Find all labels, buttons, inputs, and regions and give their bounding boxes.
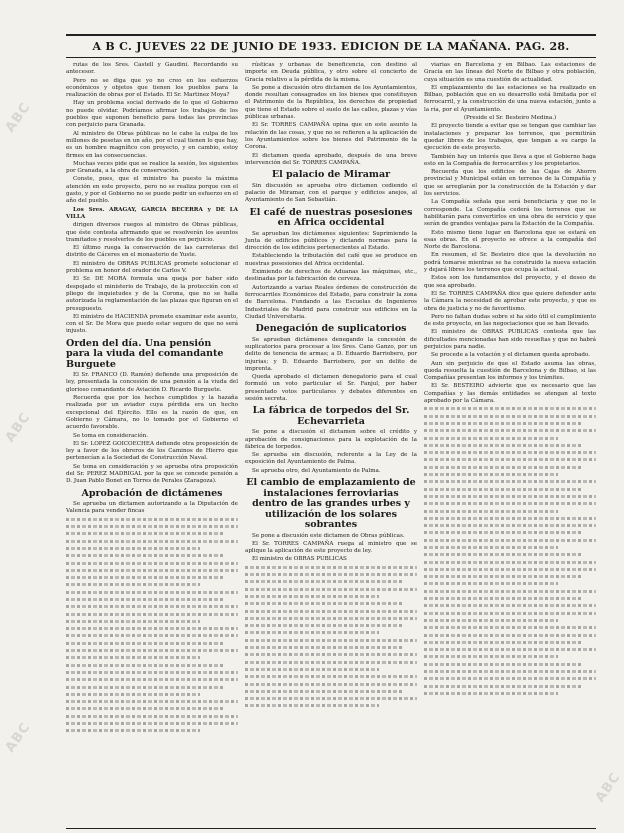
paragraph-lead: Los Sres. ARAGAY, GARCIA BECERRA y DE LA VILLA <box>66 206 238 220</box>
paragraph: Se pone a discusión otro dictamen de los Ayuntamientos, donde resultan consagrados en los bienes que constituyen el Patrimonio de la República, los derechos de propiedad que tiene el Estado sobre el suelo de las calles, plazas y vías públicas urbanas. <box>245 84 417 121</box>
section-title: Orden del día. Una pensión para la viuda del comandante Burguete <box>66 337 224 370</box>
paragraph: Sin discusión se aprueba otro dictamen cediendo el palacio de Miramar, con el parque y edificios anejos, al Ayuntamiento de San Sebastián. <box>245 182 417 204</box>
paragraph: Recuerda que por los hechos cumplidos y la hazaña realizada por un aviador cuya pérdida era un hecho excepcional del Ejército. Ello es la razón de que, en Gobierno y Cámara, no lo tomado por el Gobierno el acuerdo favorable. <box>66 395 238 431</box>
paragraph: Eximiendo de derechos de Aduanas las máquinas, etc., destinadas por la fabricación de cerveza. <box>245 269 417 283</box>
paragraph: Queda aprobado el dictamen denegatorio para el cual formuló un voto particular el Sr. Fanjul, por haber presentado votos particulares y debates diferentes en sesión secreta. <box>245 374 417 402</box>
paragraph: El Sr. LOPEZ GOICOECHEA defiende otra proposición de ley a favor de los obreros de los Caminos de Hierro que pertenecían a la Sociedad de Construcción Naval. <box>66 440 238 462</box>
illegible-text-lines <box>424 407 596 695</box>
paragraph: Se aprueban los dictámenes siguientes: Suprimiendo la Junta de edificios públicos y dictando normas para la dirección de los edificios pertenecientes al Estado. <box>245 230 417 252</box>
section-title: El palacio de Miramar <box>271 169 391 181</box>
section-title: El cambio de emplazamiento de instalaciones ferroviarias dentro de las grandes urbes y utilización de los solares sobrantes <box>246 477 416 531</box>
paragraph: Se aprueba un dictamen autorizando a la Diputación de Valencia para vender fincas <box>66 501 238 515</box>
paragraph: Al ministro de Obras públicas no le cabe la culpa de los millones de pesetas en un año, por el cual tienen lo que hay, es un hombre magnífico con proyecto, y en cambio, estoy firmes en las consecuencias. <box>66 130 238 159</box>
paragraph: rústicas y urbanas de beneficencia, con destino al importe en Deuda pública, y otro sobre el concierto de Gracia relativo a la pérdida de la misma. <box>245 62 417 83</box>
header-top-rule <box>66 34 596 36</box>
paragraph: Muchas veces pide que se realice la sesión, los siguientes por Granada, a la obra de conservación. <box>66 160 238 175</box>
paragraph: El ministro de HACIENDA promete examinar este asunto, con el Sr. De Mora que puedo estar seguro de que no será injusto. <box>66 313 238 335</box>
paragraph: El proyecto tiende a evitar que se tengan que cambiar las instalaciones y preparar los terrenos, que permitirán quedar libres de los trabajos, que tengan a su cargo la ejecución de este proyecto. <box>424 123 596 152</box>
section-title: La fábrica de torpedos del Sr. Echevarrieta <box>252 405 410 427</box>
paragraph: Se toma en consideración y se aprueba otra proposición del Sr. PEREZ MADRIGAL por la que se concede pensión a D. Juan Pablo Bonet en Torres de Perales (Zaragoza). <box>66 463 238 485</box>
paragraph: (Preside el Sr. Besteiro Medina.) <box>463 115 557 122</box>
paragraph: rutas de los Sres. Castell y Gaudini. Recordando su antecesor. <box>66 62 238 76</box>
paragraph: Se aprueban dictámenes denegando la concesión de suplicatorios para procesar a los Sres. Cano Ganzo, por un delito de tenencia de armas; a D. Eduardo Barriobero, por injurias; y D. Eduardo Barriobero, por un delito de imprenta. <box>245 336 417 372</box>
paragraph: En resumen, el Sr. Besteiro dice que la devolución no podrá tomarse mientras se ha construido la nueva estación y dejará libres los terrenos que ocupa la actual. <box>424 252 596 274</box>
section-title: Denegación de suplicatorios <box>255 323 407 335</box>
paragraph: viarias en Barcelona y en Bilbao. Las estaciones de Gracia en las líneas del Norte de Bilbao y otra población, cuya situación es una cuestión de actualidad. <box>424 62 596 83</box>
paragraph: El último ruega la conservación de las carreteras del distrito de Cáceres en el monasterio de Yuste. <box>66 245 238 259</box>
column-1 <box>66 62 238 830</box>
paragraph: El Sr. DE MORA formula una queja por haber sido despojado el ministerio de Trabajo, de la protección con el pliego de inquietudes y de la Corona, que no se halla autorizada la reglamentación de las plazas que figuran en el presupuesto. <box>66 276 238 312</box>
section-title: Aprobación de dictámenes <box>81 487 223 499</box>
paragraph: El Sr. TORRES CAMPAÑA ruega al ministro que se aplique la aplicación de este proyecto de ley. <box>245 540 417 555</box>
paragraph: El Sr. TORRES CAMPAÑA opina que en este asunto la relación de las cosas, y que no se refieren a la aplicación de los Ayuntamientos sobre los bienes del Patrimonio de la Corona. <box>245 122 417 151</box>
paragraph: Se aprueba otro, del Ayuntamiento de Palma. <box>252 467 381 474</box>
paragraph: Se toma en consideración. <box>73 432 148 439</box>
footer-rule <box>66 828 596 829</box>
paragraph: El emplazamiento de las estaciones se ha realizado en Bilbao, población que en su desarrollo está limitada por el ferrocarril, y la construcción de una nueva estación, junto a la ría, por el Ayuntamiento. <box>424 84 596 113</box>
paragraph: Hay un problema social derivado de lo que el Gobierno no puede olvidar. Podríamos afirmar los trabajos de los pueblos que suponen beneficio para todas las provincias con perjuicio para Granada. <box>66 100 238 129</box>
paragraph: Aun sin perjuicio de que el Estado asuma las obras, queda resuelta la cuestión de Barcelona y de Bilbao, si las Compañías presentan los informes y los trámites. <box>424 360 596 382</box>
section-title: El café de nuestras posesiones en Africa occidental <box>249 206 413 229</box>
paragraph: Se procede a la votación y el dictamen queda aprobado. <box>431 352 591 359</box>
paragraph: Autorizando a varias Reales órdenes de construcción de ferrocarriles Económicos del Estado, para construir la zona de Barcelona. Fundando a las Escuelas de Ingenieros Industriales de Madrid para construir sus edificios en la Ciudad Universitaria. <box>245 284 417 320</box>
paragraph: Esto mismo tiene lugar en Barcelona que se estará en esas obras. En el proyecto se ofrece a la compañía del Norte de Barcelona. <box>424 229 596 251</box>
paragraph: El ministro de OBRAS PUBLICAS <box>252 556 347 563</box>
paragraph: Se aprueba sin discusión, referente a la Ley de la exposición del Ayuntamiento de Palma. <box>245 452 417 466</box>
paragraph: El Sr. TORRES CAMPAÑA dice que quiere defender ante la Cámara la necesidad de aprobar este proyecto, y que es obra de justicia y no de favoritismo. <box>424 290 596 312</box>
paragraph: Recuerda que los edificios de las Cajas de Ahorro provincial y Municipal están en terrenos de la Compañía y que se arreglarán por la construcción de la Estación y dar los servicios. <box>424 169 596 198</box>
paragraph: Conste, pues, que el ministro ha puesto la máxima atención en este proyecto, pero no se realiza porque con el gasto, y por el Gobierno no se puede pedir un esfuerzo en el año del pueblo. <box>66 176 238 205</box>
paragraph: El dictamen queda aprobado, después de una breve intervención del Sr. TORRES CAMPAÑA. <box>245 152 417 166</box>
paragraph: También hay un interés que lleva a que el Gobierno haga esto en la Compañía de ferrocarriles y los propietarios. <box>424 153 596 167</box>
page-header: A B C. JUEVES 22 DE JUNIO DE 1933. EDICION DE LA MAÑANA. PAG. 28. <box>92 40 570 53</box>
watermark: ABC <box>2 99 34 136</box>
paragraph: Se pone a discusión el dictamen sobre el crédito y aprobación de consignaciones para la explotación de la fábrica de torpedos. <box>245 429 417 450</box>
paragraph: Estos son los fundamentos del proyecto, y el deseo de que sea aprobado. <box>424 275 596 289</box>
paragraph: Pero no se diga que yo no creo en los esfuerzos económicos y objetos que tienen los pueblos para la realización de obras por el Estado. El Sr. Martinez Moya? <box>66 77 238 99</box>
article-columns <box>66 62 596 830</box>
header-bottom-rule <box>66 57 596 58</box>
paragraph: Pero no faltan dudas sobre si ha sido útil el cumplimiento de este proyecto, en las negociaciones que se han llevado. <box>424 313 596 328</box>
watermark: ABC <box>2 409 34 446</box>
paragraph: El Sr. BESTEIRO advierte que es necesario que las Compañías y las demás entidades se atengan al texto aprobado por la Cámara. <box>424 383 596 405</box>
paragraph: El Sr. FRANCO (D. Ramón) defiende una proposición de ley, presentada la concesión de una pensión a la viuda del glorioso comandante de Aviación D. Ricardo Burguete. <box>66 372 238 393</box>
watermark: ABC <box>2 719 34 756</box>
paragraph: Estableciendo la tributación del café que se produce en nuestras posesiones del Africa occidental. <box>245 253 417 267</box>
paragraph: Se pone a discusión este dictamen de Obras públicas. <box>252 532 405 539</box>
paragraph: El ministro de OBRAS PUBLICAS promete solucionar el problema en honor del orador de Carlos V. <box>66 260 238 275</box>
paragraph: La Compañía señala que será beneficiaria y que no le corresponde. La Compañía cederá los terrenos que se habilitarán para convertirlos en una obra de servicio y que serán de grandes ventajas para la Estación de la Compañía. <box>424 199 596 228</box>
paragraph: dirigen diversos ruegos al ministro de Obras públicas, que éste contesta afirmando que se resolverán los asuntos tramitados y resolverlos de los pueblos en perjuicio. <box>66 222 238 243</box>
column-2 <box>245 62 417 830</box>
illegible-text-lines <box>66 518 238 733</box>
illegible-text-lines <box>245 566 417 708</box>
paragraph: El ministro de OBRAS PUBLICAS contesta que las dificultades mencionadas han sido resueltas y que no habrá perjuicios para nadie. <box>424 329 596 350</box>
column-3 <box>424 62 596 830</box>
watermark: ABC <box>592 769 624 806</box>
